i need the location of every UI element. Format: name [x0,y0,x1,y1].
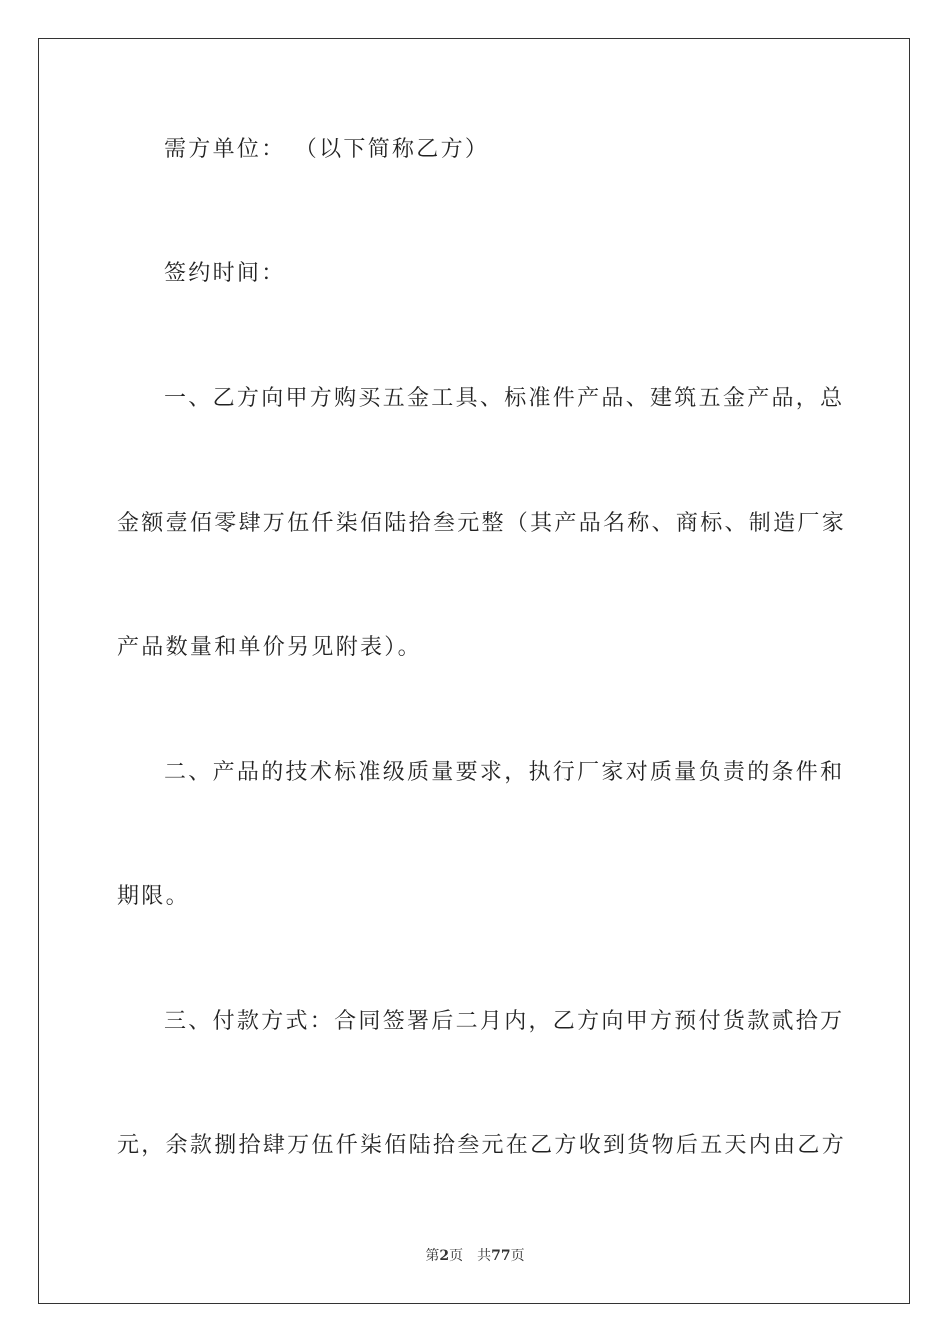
page-prefix: 第 [425,1248,440,1264]
page-footer [0,1246,950,1266]
page-border [38,38,910,1304]
clause-3-line-1: 三、付款方式：合同签署后二月内，乙方向甲方预付货款贰拾万 [164,1009,845,1034]
clause-1-line-2: 金额壹佰零肆万伍仟柒佰陆拾叁元整（其产品名称、商标、制造厂家 [117,511,847,536]
total-prefix: 共 [477,1248,492,1264]
clause-3-line-2: 元，余款捌拾肆万伍仟柒佰陆拾叁元在乙方收到货物后五天内由乙方 [117,1133,847,1158]
buyer-unit-line: 需方单位： （以下简称乙方） [164,137,490,162]
page-number: 2 [439,1248,450,1264]
clause-2-line-2: 期限。 [117,884,190,909]
signing-date-line: 签约时间： [164,261,286,286]
total-suffix: 页 [510,1248,525,1264]
clause-1-line-3: 产品数量和单价另见附表）。 [117,635,422,660]
page-suffix: 页 [449,1248,464,1264]
total-pages: 77 [491,1248,511,1264]
clause-2-line-1: 二、产品的技术标准级质量要求，执行厂家对质量负责的条件和 [164,760,845,785]
clause-1-line-1: 一、乙方向甲方购买五金工具、标准件产品、建筑五金产品，总 [164,386,845,411]
